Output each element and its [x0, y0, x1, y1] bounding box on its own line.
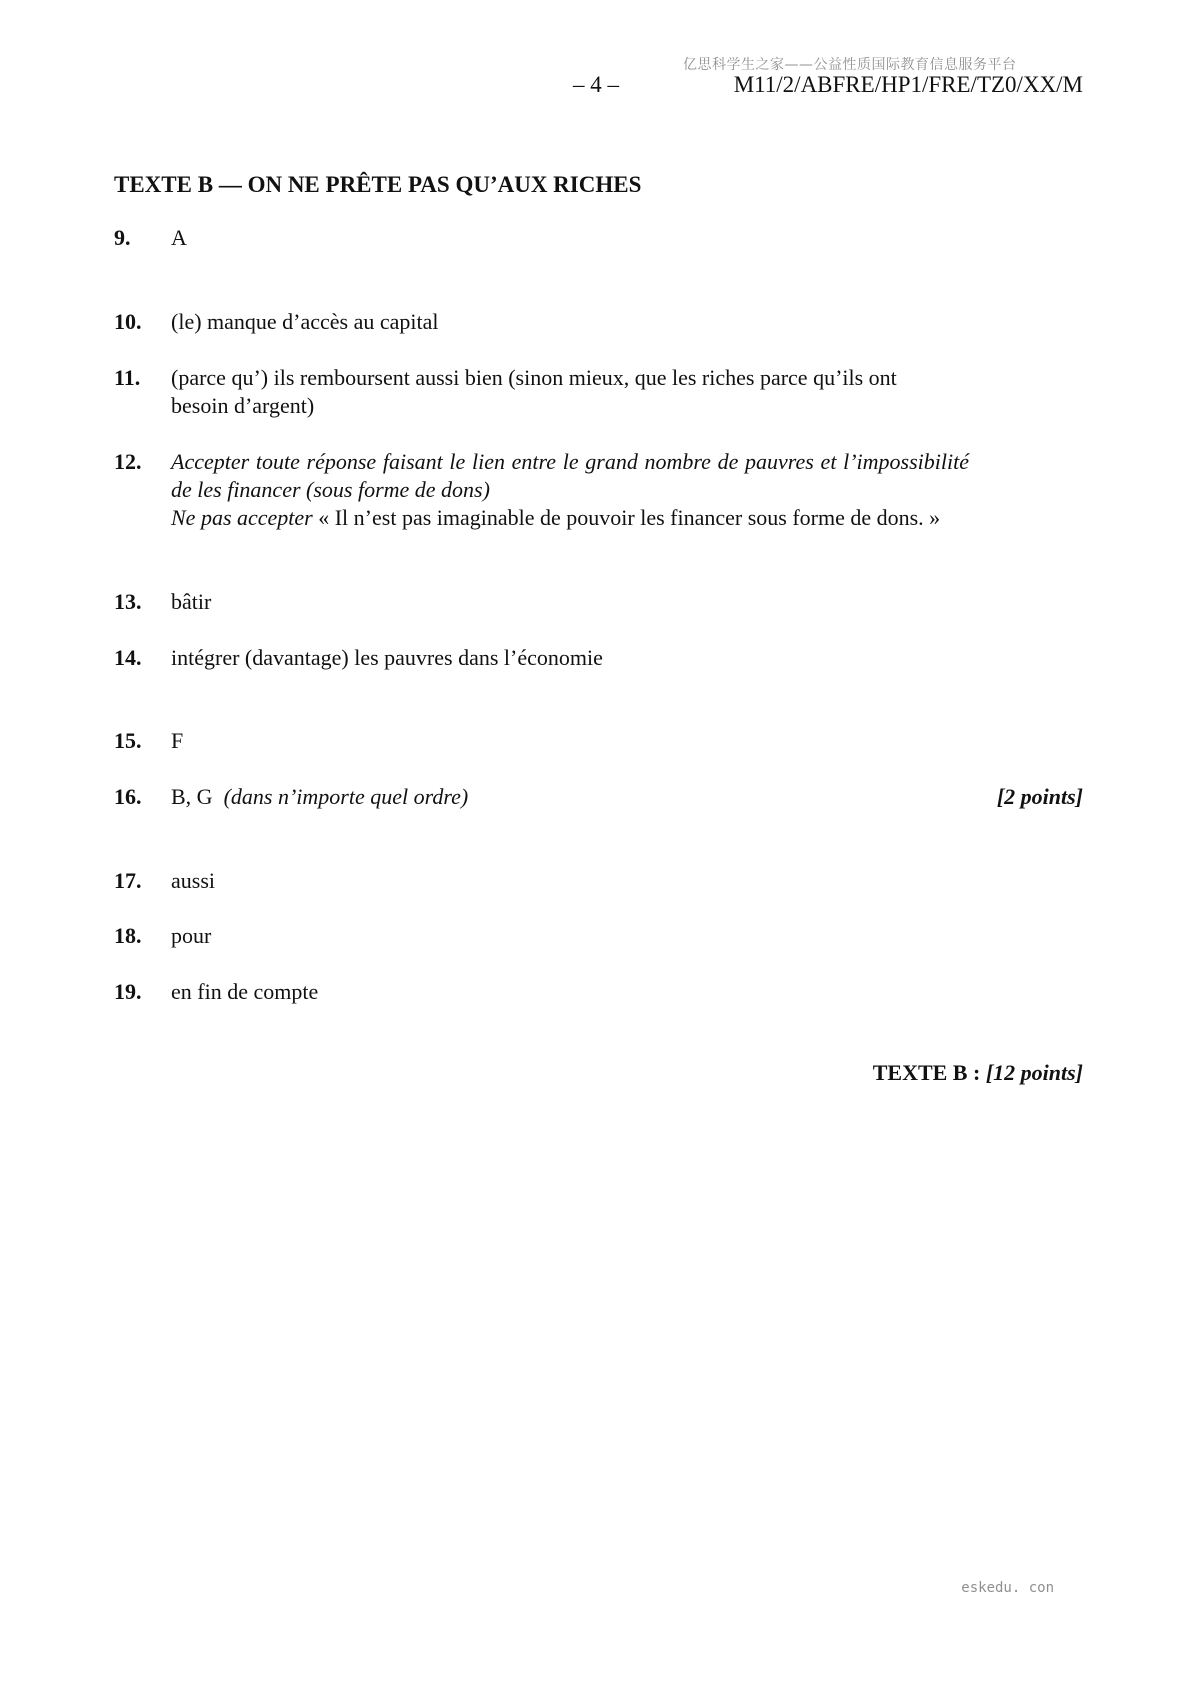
answer-item	[114, 644, 969, 672]
answer-item	[114, 978, 969, 1006]
question-number: 13.	[114, 589, 142, 614]
question-number: 19.	[114, 979, 142, 1004]
paper-code: M11/2/ABFRE/HP1/FRE/TZ0/XX/M	[733, 72, 1083, 97]
rejected-answer: « Il n’est pas imaginable de pouvoir les financer sous forme de dons. »	[318, 505, 941, 530]
question-number: 9.	[114, 225, 131, 250]
answer-text: pour	[171, 923, 212, 948]
answer-item	[114, 364, 969, 420]
question-number: 16.	[114, 784, 142, 809]
answer-text-line: (parce qu’) ils remboursent aussi bien (sinon mieux, que les riches parce qu’ils ont	[171, 365, 897, 390]
section-total	[873, 1059, 1083, 1087]
question-number: 15.	[114, 728, 142, 753]
watermark-footer: eskedu. con	[961, 1580, 1054, 1596]
total-label: TEXTE B :	[872, 1060, 981, 1085]
answer-text: bâtir	[171, 589, 212, 614]
answer-item	[114, 922, 969, 950]
section-title: TEXTE B — ON NE PRÊTE PAS QU’AUX RICHES	[114, 172, 642, 197]
answer-item	[114, 448, 969, 532]
answer-text: en fin de compte	[171, 979, 319, 1004]
answer-item	[114, 783, 969, 811]
page-number: – 4 –	[573, 72, 619, 97]
total-value: [12 points]	[985, 1060, 1083, 1085]
watermark-header: 亿思科学生之家——公益性质国际教育信息服务平台	[683, 57, 1017, 73]
answer-item	[114, 867, 969, 895]
answer-text-line: besoin d’argent)	[171, 393, 315, 418]
answer-text: (le) manque d’accès au capital	[171, 309, 439, 334]
answer-text: aussi	[171, 868, 215, 893]
question-number: 10.	[114, 309, 142, 334]
reject-label: Ne pas accepter	[171, 505, 313, 530]
answer-item	[114, 224, 969, 252]
answer-text: A	[171, 225, 187, 250]
marking-instruction: Accepter toute réponse faisant le lien entre le grand nombre de pauvres et l’impossibilité de les financer (sous forme de dons)	[171, 449, 969, 502]
answer-text: F	[171, 728, 184, 753]
answer-item	[114, 588, 969, 616]
answer-item	[114, 308, 969, 336]
answer-note: (dans n’importe quel ordre)	[223, 784, 469, 809]
question-number: 12.	[114, 449, 142, 474]
question-number: 17.	[114, 868, 142, 893]
question-number: 14.	[114, 645, 142, 670]
question-number: 18.	[114, 923, 142, 948]
answer-text: intégrer (davantage) les pauvres dans l’économie	[171, 645, 603, 670]
answer-text: B, G	[171, 784, 213, 809]
points-badge: [2 points]	[996, 784, 1083, 809]
answer-item	[114, 727, 969, 755]
question-number: 11.	[114, 365, 141, 390]
